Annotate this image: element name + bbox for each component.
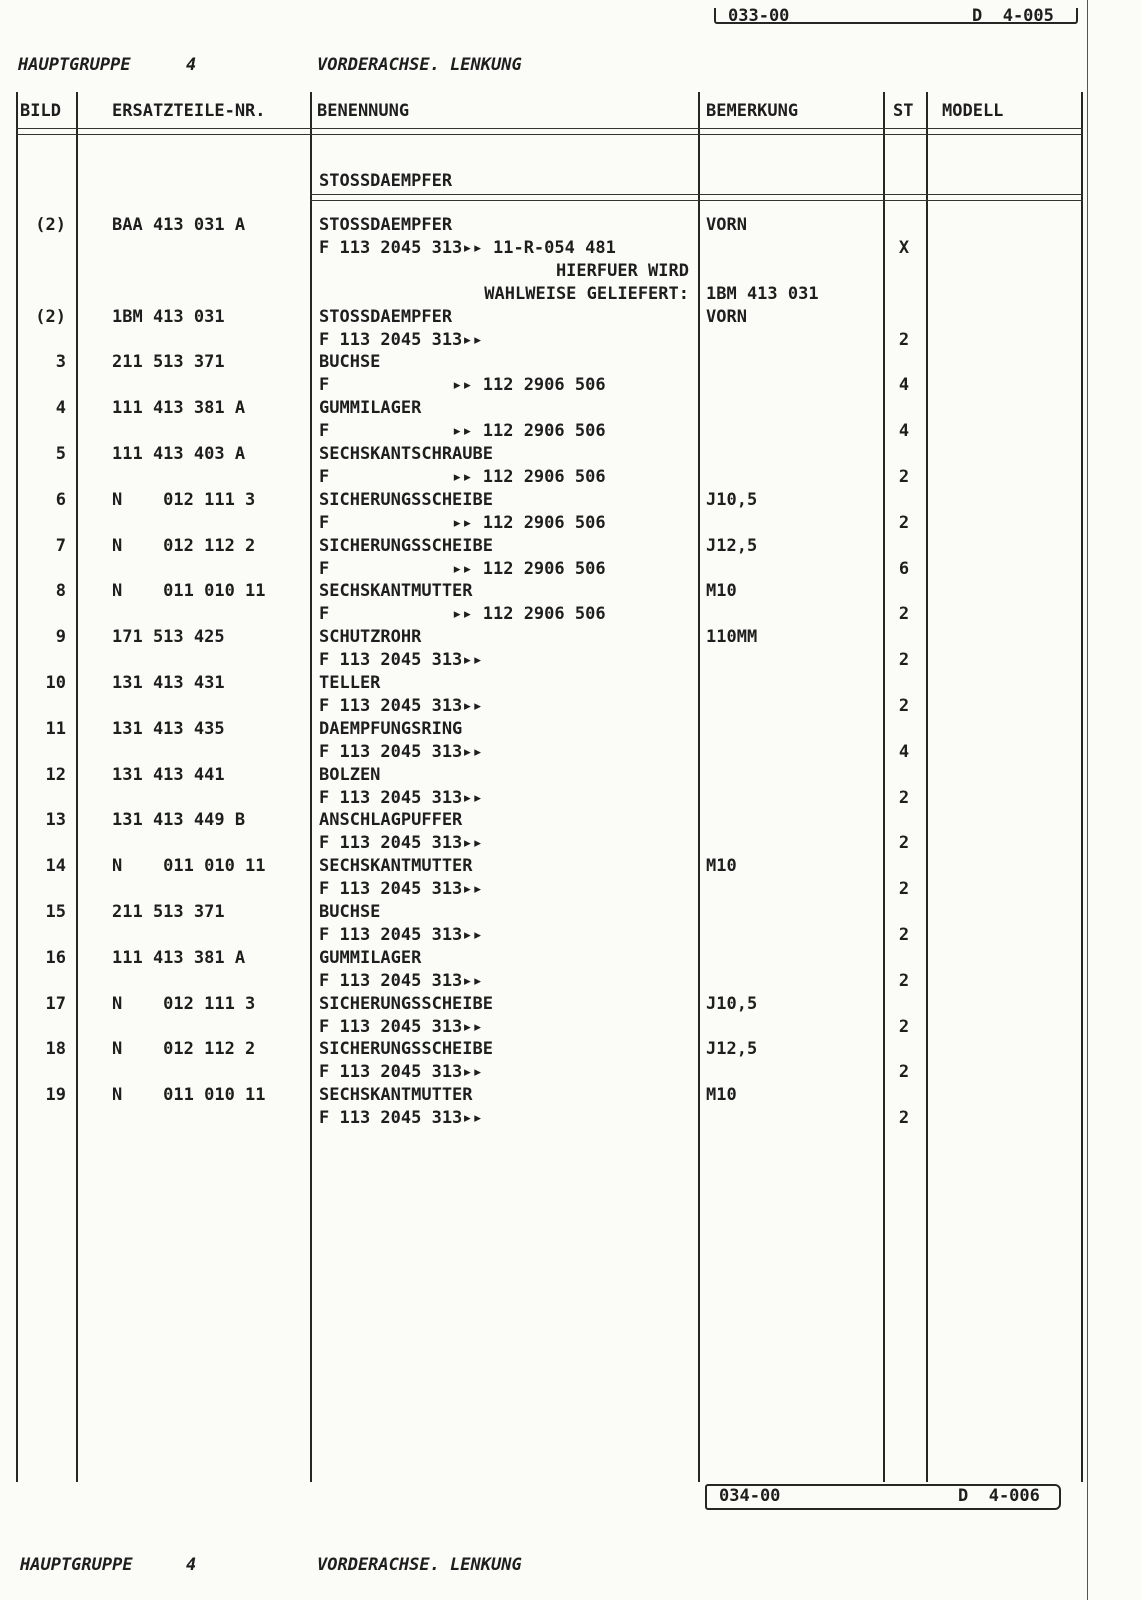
cell-name: F ▸▸ 112 2906 506 — [319, 513, 606, 533]
cell-name: TELLER — [319, 673, 381, 693]
cell-part-number: 1BM 413 031 — [112, 307, 225, 327]
cell-name: F 113 2045 313▸▸ — [319, 1062, 483, 1082]
cell-name: SICHERUNGSSCHEIBE — [319, 994, 493, 1014]
cell-qty: 2 — [898, 833, 910, 853]
cell-qty: 4 — [898, 421, 910, 441]
cell-remark: 110MM — [706, 627, 758, 647]
cell-name: BOLZEN — [319, 765, 381, 785]
cell-remark: J10,5 — [706, 994, 758, 1014]
column-header-model: MODELL — [942, 101, 1004, 121]
cell-bild: 14 — [45, 856, 66, 876]
column-divider — [76, 92, 78, 1482]
column-divider — [698, 92, 700, 1482]
page-ref-bottom-left: 034-00 — [719, 1486, 781, 1506]
column-header-name: BENENNUNG — [317, 101, 410, 121]
cell-name: F 113 2045 313▸▸ — [319, 650, 483, 670]
page-edge-line — [1087, 0, 1088, 1600]
header-rule — [16, 128, 1083, 135]
cell-remark: VORN — [706, 215, 747, 235]
page-ref-top-right: D 4-005 — [972, 6, 1054, 26]
cell-bild: 9 — [55, 627, 66, 647]
cell-part-number: N 011 010 11 — [112, 856, 266, 876]
cell-bild: 5 — [55, 444, 66, 464]
cell-name: SICHERUNGSSCHEIBE — [319, 490, 493, 510]
cell-name: SECHSKANTSCHRAUBE — [319, 444, 493, 464]
cell-part-number: 111 413 381 A — [112, 398, 246, 418]
cell-bild: 16 — [45, 948, 66, 968]
cell-qty: 2 — [898, 696, 910, 716]
cell-remark: J12,5 — [706, 1039, 758, 1059]
cell-remark: M10 — [706, 1085, 737, 1105]
cell-part-number: N 012 111 3 — [112, 490, 256, 510]
cell-part-number: 131 413 441 — [112, 765, 225, 785]
cell-part-number: 131 413 435 — [112, 719, 225, 739]
cell-qty: 2 — [898, 650, 910, 670]
cell-bild: 4 — [55, 398, 66, 418]
cell-bild: 19 — [45, 1085, 66, 1105]
cell-part-number: N 012 112 2 — [112, 1039, 256, 1059]
group-number: 4 — [186, 55, 197, 75]
cell-bild: (2) — [35, 215, 66, 235]
cell-remark: VORN — [706, 307, 747, 327]
cell-name: BUCHSE — [319, 902, 381, 922]
cell-name: F 113 2045 313▸▸ 11-R-054 481 — [319, 238, 616, 258]
column-header-qty: ST — [893, 101, 914, 121]
cell-name: SECHSKANTMUTTER — [319, 581, 473, 601]
cell-qty: 2 — [898, 1062, 910, 1082]
cell-name: ANSCHLAGPUFFER — [319, 810, 463, 830]
cell-name: F ▸▸ 112 2906 506 — [319, 467, 606, 487]
cell-part-number: 131 413 449 B — [112, 810, 246, 830]
cell-qty: 2 — [898, 879, 910, 899]
page-ref-bottom-right: D 4-006 — [958, 1486, 1040, 1506]
group-title: VORDERACHSE. LENKUNG — [317, 55, 522, 75]
column-divider — [310, 92, 312, 1482]
cell-bild: 3 — [55, 352, 66, 372]
cell-qty: 2 — [898, 513, 910, 533]
cell-name: F ▸▸ 112 2906 506 — [319, 421, 606, 441]
column-divider — [883, 92, 885, 1482]
group-label: HAUPTGRUPPE — [18, 55, 131, 75]
column-header-part-number: ERSATZTEILE-NR. — [112, 101, 266, 121]
cell-name: F 113 2045 313▸▸ — [319, 788, 483, 808]
footer-group-title: VORDERACHSE. LENKUNG — [317, 1555, 522, 1575]
cell-bild: 10 — [45, 673, 66, 693]
cell-qty: 2 — [898, 971, 910, 991]
cell-part-number: 111 413 381 A — [112, 948, 246, 968]
cell-name: F 113 2045 313▸▸ — [319, 742, 483, 762]
cell-name: SECHSKANTMUTTER — [319, 856, 473, 876]
cell-remark: J12,5 — [706, 536, 758, 556]
cell-qty: 2 — [898, 467, 910, 487]
cell-name: F 113 2045 313▸▸ — [319, 330, 483, 350]
cell-bild: 13 — [45, 810, 66, 830]
cell-bild: 17 — [45, 994, 66, 1014]
cell-qty: 4 — [898, 375, 910, 395]
cell-part-number: 111 413 403 A — [112, 444, 246, 464]
cell-name: F ▸▸ 112 2906 506 — [319, 559, 606, 579]
cell-part-number: BAA 413 031 A — [112, 215, 246, 235]
cell-part-number: N 012 111 3 — [112, 994, 256, 1014]
cell-name: SECHSKANTMUTTER — [319, 1085, 473, 1105]
cell-qty: 2 — [898, 788, 910, 808]
cell-name: STOSSDAEMPFER — [319, 307, 453, 327]
section-rule — [310, 194, 1083, 201]
cell-name: F 113 2045 313▸▸ — [319, 879, 483, 899]
cell-name: WAHLWEISE GELIEFERT: — [484, 284, 689, 304]
cell-name: DAEMPFUNGSRING — [319, 719, 463, 739]
column-header-remark: BEMERKUNG — [706, 101, 799, 121]
cell-name: SICHERUNGSSCHEIBE — [319, 536, 493, 556]
cell-name: SICHERUNGSSCHEIBE — [319, 1039, 493, 1059]
cell-bild: (2) — [35, 307, 66, 327]
cell-qty: 2 — [898, 604, 910, 624]
cell-bild: 11 — [45, 719, 66, 739]
cell-qty: 4 — [898, 742, 910, 762]
cell-remark: M10 — [706, 581, 737, 601]
cell-qty: 2 — [898, 330, 910, 350]
cell-bild: 6 — [55, 490, 66, 510]
cell-remark: 1BM 413 031 — [706, 284, 819, 304]
column-header-bild: BILD — [20, 101, 61, 121]
table-border-left — [16, 92, 18, 1482]
cell-part-number: 211 513 371 — [112, 902, 225, 922]
cell-bild: 18 — [45, 1039, 66, 1059]
cell-qty: 2 — [898, 925, 910, 945]
cell-name: F 113 2045 313▸▸ — [319, 1017, 483, 1037]
cell-name: SCHUTZROHR — [319, 627, 422, 647]
cell-bild: 12 — [45, 765, 66, 785]
cell-remark: J10,5 — [706, 490, 758, 510]
cell-remark: M10 — [706, 856, 737, 876]
cell-name: BUCHSE — [319, 352, 381, 372]
cell-name: F ▸▸ 112 2906 506 — [319, 604, 606, 624]
cell-part-number: N 011 010 11 — [112, 1085, 266, 1105]
section-title: STOSSDAEMPFER — [319, 171, 453, 191]
cell-part-number: 171 513 425 — [112, 627, 225, 647]
cell-name: HIERFUER WIRD — [555, 261, 689, 281]
cell-bild: 8 — [55, 581, 66, 601]
cell-part-number: N 011 010 11 — [112, 581, 266, 601]
cell-qty: 6 — [898, 559, 910, 579]
cell-name: F 113 2045 313▸▸ — [319, 925, 483, 945]
cell-name: GUMMILAGER — [319, 948, 422, 968]
table-border-right — [1081, 92, 1083, 1482]
cell-name: F ▸▸ 112 2906 506 — [319, 375, 606, 395]
cell-name: F 113 2045 313▸▸ — [319, 833, 483, 853]
cell-part-number: 211 513 371 — [112, 352, 225, 372]
cell-qty: 2 — [898, 1108, 910, 1128]
cell-bild: 15 — [45, 902, 66, 922]
page-ref-top-left: 033-00 — [728, 6, 790, 26]
column-divider — [926, 92, 928, 1482]
cell-name: STOSSDAEMPFER — [319, 215, 453, 235]
cell-qty: X — [898, 238, 910, 258]
cell-bild: 7 — [55, 536, 66, 556]
cell-part-number: 131 413 431 — [112, 673, 225, 693]
footer-group-number: 4 — [186, 1555, 197, 1575]
cell-name: F 113 2045 313▸▸ — [319, 1108, 483, 1128]
cell-part-number: N 012 112 2 — [112, 536, 256, 556]
cell-name: GUMMILAGER — [319, 398, 422, 418]
cell-name: F 113 2045 313▸▸ — [319, 696, 483, 716]
cell-qty: 2 — [898, 1017, 910, 1037]
cell-name: F 113 2045 313▸▸ — [319, 971, 483, 991]
footer-group-label: HAUPTGRUPPE — [20, 1555, 133, 1575]
